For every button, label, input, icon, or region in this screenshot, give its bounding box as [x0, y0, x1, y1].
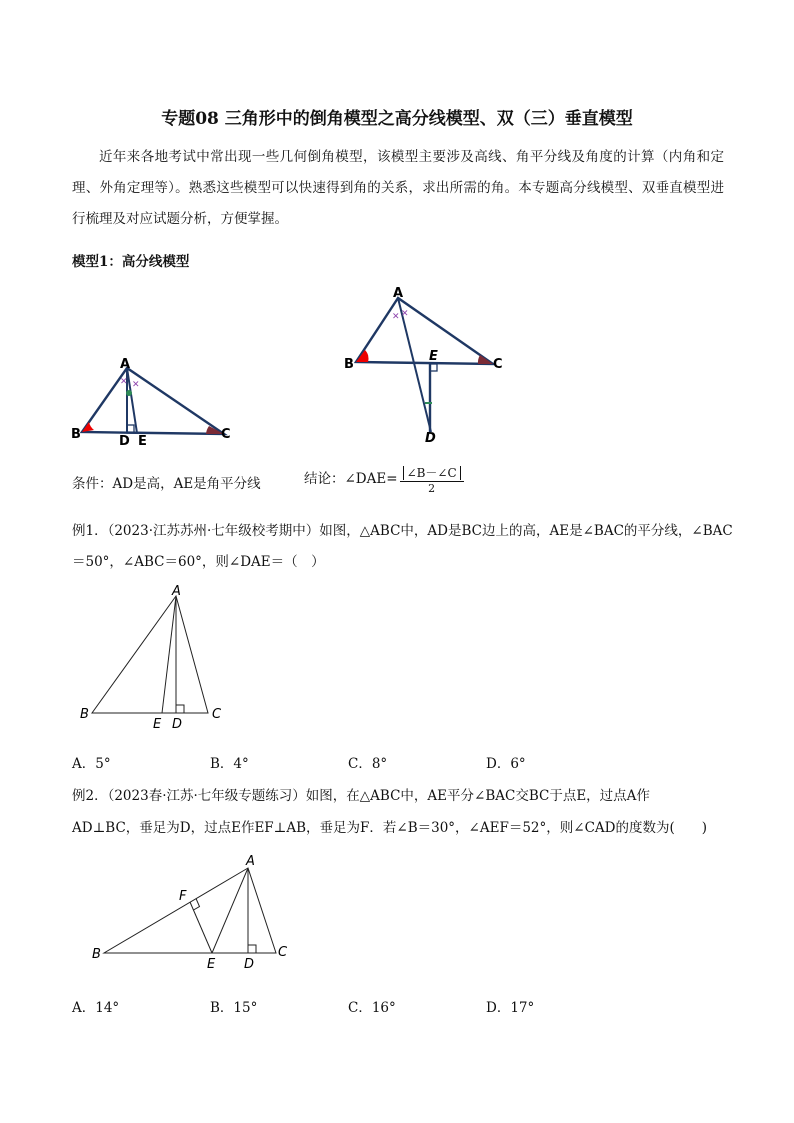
point-label: E [153, 717, 162, 732]
point-label: A [393, 286, 404, 301]
point-label: A [246, 854, 255, 869]
example1-figure [74, 580, 234, 735]
model1-figure-right [338, 284, 513, 449]
point-label: E [207, 957, 216, 972]
point-label: B [92, 947, 101, 962]
example2-text-line1: 例2．（2023春·江苏·七年级专题练习）如图，在△ABC中，AE平分∠BAC交BC于点E，过点A作 [72, 788, 650, 804]
angle-mark: ✕ [132, 380, 140, 390]
example1-option-b[interactable]: B．4° [210, 756, 249, 772]
example1-option-c[interactable]: C．8° [348, 756, 388, 772]
intro-paragraph: 近年来各地考试中常出现一些几何倒角模型，该模型主要涉及高线、角平分线及角度的计算（内角和定理、外角定理等）。熟悉这些模型可以快速得到角的关系，求出所需的角。本专题高分线模型、双垂直模型进行梳理及对应试题分析，方便掌握。 [72, 149, 724, 227]
example2-text-line2: AD⊥BC，垂足为D，过点E作EF⊥AB，垂足为F．若∠B＝30°，∠AEF＝52°，则∠CAD的度数为( ) [72, 820, 708, 836]
point-label: D [172, 717, 183, 732]
model1-conclusion [304, 464, 464, 495]
model1-figure-left [66, 350, 246, 450]
example2-option-d[interactable]: D．17° [486, 1000, 535, 1016]
fraction-numerator: ∠B－∠C [403, 466, 461, 480]
conclusion-label: 结论：∠DAE= [304, 471, 398, 487]
conclusion-fraction [400, 464, 464, 495]
example1-text-line1: 例1．（2023·江苏苏州·七年级校考期中）如图，△ABC中，AD是BC边上的高，AE是∠BAC的平分线，∠BAC [72, 523, 733, 539]
point-label: E [138, 434, 147, 449]
point-label: E [429, 349, 438, 364]
example1-option-a[interactable]: A．5° [72, 756, 111, 772]
fraction-denominator: 2 [428, 482, 436, 495]
point-label: C [212, 707, 222, 722]
point-label: B [344, 357, 354, 372]
point-label: D [425, 431, 436, 446]
point-label: F [179, 889, 187, 904]
point-label: D [244, 957, 255, 972]
point-label: B [80, 707, 89, 722]
angle-mark: ✕ [120, 377, 128, 387]
point-label: B [71, 427, 81, 442]
example1-text-line2: ＝50°，∠ABC＝60°，则∠DAE＝（ ） [72, 554, 325, 570]
model1-condition: 条件：AD是高，AE是角平分线 [72, 476, 261, 492]
point-label: D [119, 434, 130, 449]
point-label: A [172, 584, 181, 599]
model1-heading: 模型1：高分线模型 [72, 254, 190, 270]
example2-option-b[interactable]: B．15° [210, 1000, 258, 1016]
point-label: C [278, 945, 288, 960]
point-label: C [493, 357, 503, 372]
example2-figure [86, 850, 296, 975]
angle-mark: ✕ [392, 312, 400, 322]
page-title: 专题08 三角形中的倒角模型之高分线模型、双（三）垂直模型 [161, 109, 633, 129]
example2-option-a[interactable]: A．14° [72, 1000, 120, 1016]
point-label: A [120, 357, 131, 372]
angle-mark: ✕ [401, 309, 409, 319]
point-label: C [221, 427, 231, 442]
example2-option-c[interactable]: C．16° [348, 1000, 396, 1016]
example1-option-d[interactable]: D．6° [486, 756, 526, 772]
